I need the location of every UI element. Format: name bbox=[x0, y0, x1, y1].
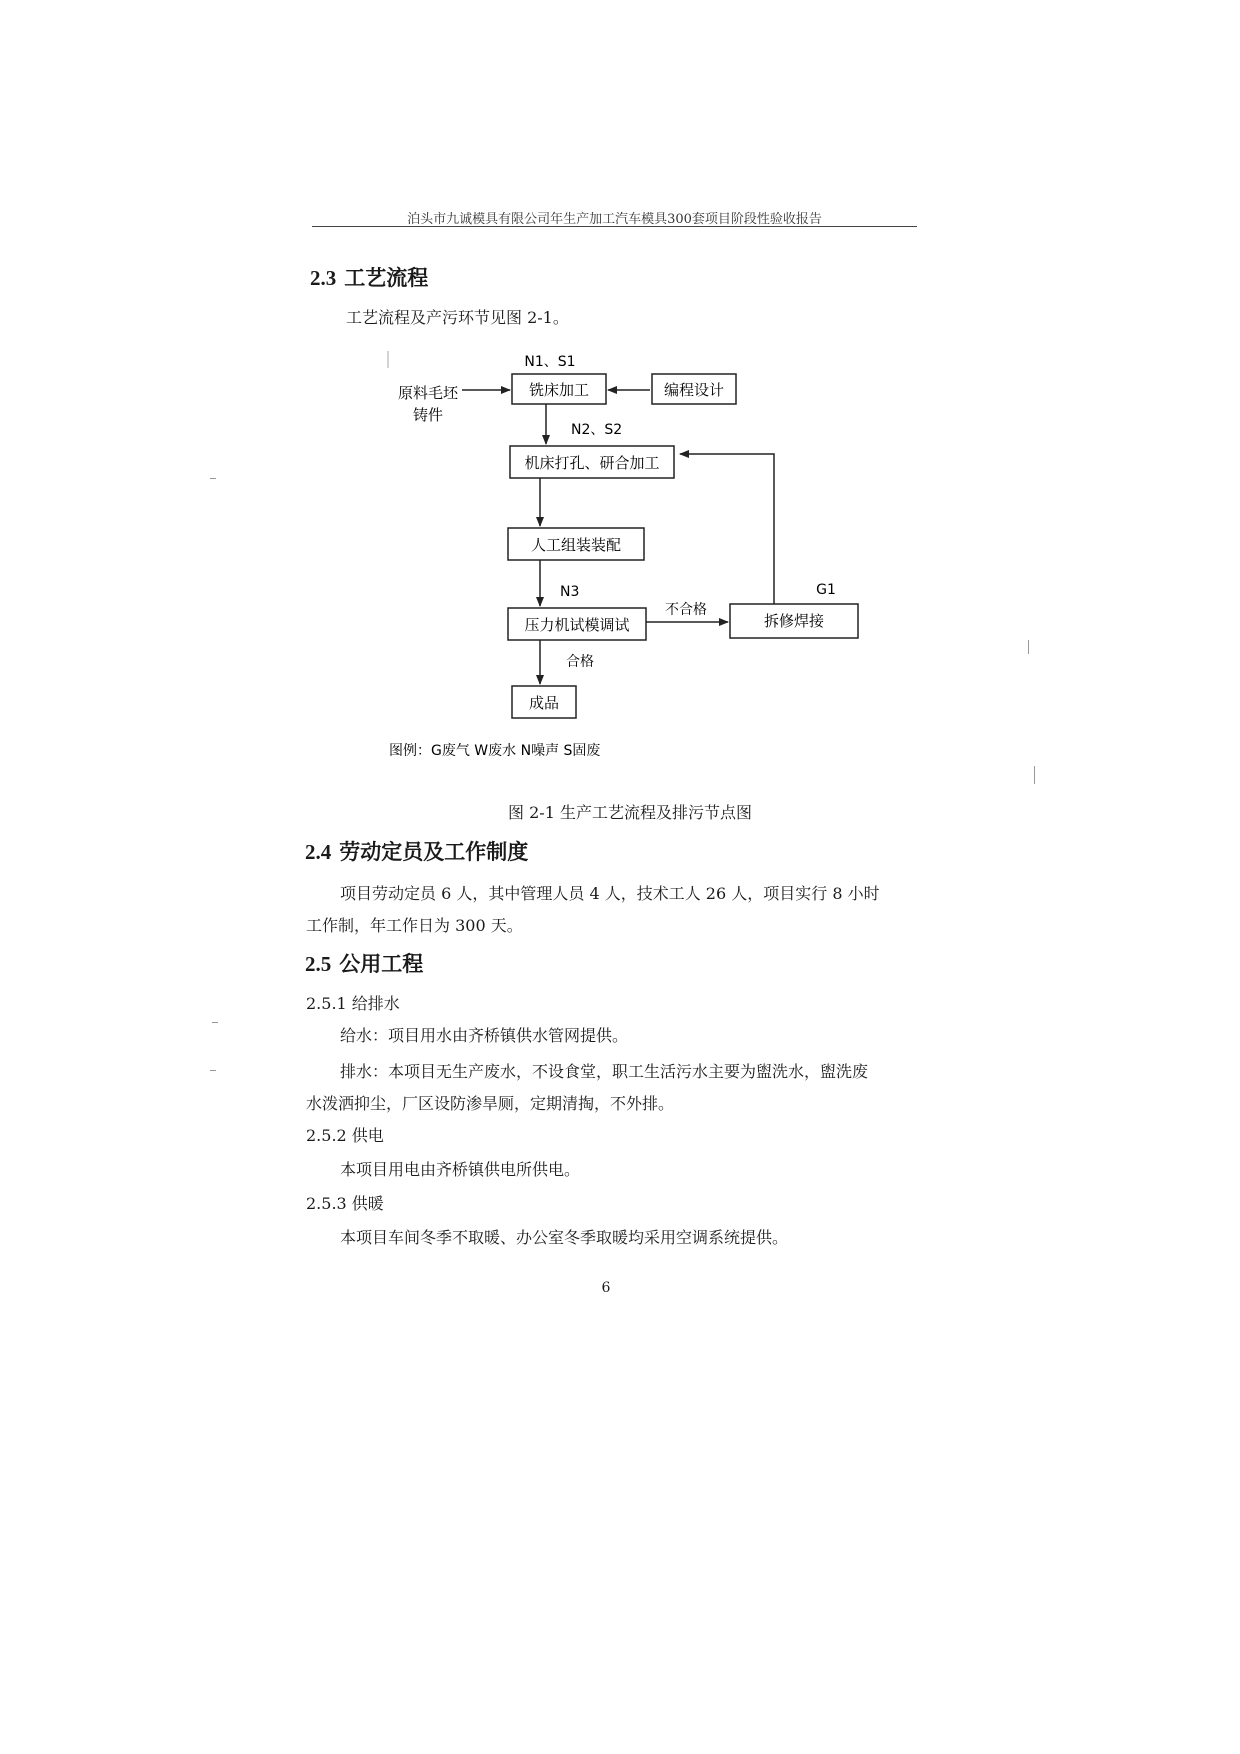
scan-mark bbox=[1028, 640, 1029, 654]
step2-label: 机床打孔、研合加工 bbox=[524, 454, 660, 472]
section-title: 工艺流程 bbox=[344, 265, 429, 290]
legend: 图例：G废气 W废水 N噪声 S固废 bbox=[389, 743, 601, 759]
step2-tag: N2、S2 bbox=[571, 422, 623, 438]
section-2-4-heading bbox=[305, 836, 528, 866]
input-label-1: 原料毛坯 bbox=[397, 384, 459, 402]
section-title: 公用工程 bbox=[339, 951, 424, 976]
step4-tag: N3 bbox=[560, 584, 580, 600]
scan-mark bbox=[210, 1070, 216, 1071]
drainage-para-line1: 排水：本项目无生产废水，不设食堂，职工生活污水主要为盥洗水，盥洗废 bbox=[340, 1062, 869, 1081]
subsection-2-5-2-title: 2.5.2 供电 bbox=[306, 1126, 384, 1145]
repair-label: 拆修焊接 bbox=[763, 612, 825, 630]
page-number: 6 bbox=[601, 1280, 611, 1296]
section-number: 2.3 bbox=[310, 266, 337, 290]
figure-caption: 图 2-1 生产工艺流程及排污节点图 bbox=[508, 803, 752, 822]
step3-label: 人工组装装配 bbox=[530, 536, 622, 554]
step1-tag: N1、S1 bbox=[524, 354, 576, 370]
fail-label: 不合格 bbox=[665, 602, 707, 618]
section-2-4-para-line1: 项目劳动定员 6 人，其中管理人员 4 人，技术工人 26 人，项目实行 8 小时 bbox=[340, 884, 880, 903]
water-supply-para: 给水：项目用水由齐桥镇供水管网提供。 bbox=[340, 1026, 629, 1045]
repair-tag: G1 bbox=[816, 582, 836, 598]
section-number: 2.5 bbox=[305, 952, 332, 976]
scan-mark bbox=[1034, 766, 1035, 784]
product-label: 成品 bbox=[528, 694, 560, 712]
section-2-3-intro: 工艺流程及产污环节见图 2-1。 bbox=[346, 308, 569, 327]
section-title: 劳动定员及工作制度 bbox=[339, 839, 529, 864]
step4-label: 压力机试模调试 bbox=[524, 616, 630, 634]
section-2-4-para-line2: 工作制，年工作日为 300 天。 bbox=[306, 916, 523, 935]
design-label: 编程设计 bbox=[663, 381, 725, 399]
section-2-5-heading bbox=[305, 948, 423, 978]
scan-mark bbox=[210, 478, 216, 479]
step1-label: 铣床加工 bbox=[528, 381, 590, 399]
report-header: 泊头市九诚模具有限公司年生产加工汽车模具300套项目阶段性验收报告 bbox=[407, 212, 822, 227]
drainage-para-line2: 水泼洒抑尘，厂区设防渗旱厕，定期清掏，不外排。 bbox=[306, 1094, 675, 1113]
heating-para: 本项目车间冬季不取暖、办公室冬季取暖均采用空调系统提供。 bbox=[340, 1228, 789, 1247]
power-supply-para: 本项目用电由齐桥镇供电所供电。 bbox=[340, 1160, 581, 1179]
subsection-2-5-1-title: 2.5.1 给排水 bbox=[306, 994, 400, 1013]
process-flowchart bbox=[0, 0, 1240, 800]
pass-label: 合格 bbox=[566, 654, 594, 670]
section-number: 2.4 bbox=[305, 840, 332, 864]
scan-mark bbox=[212, 1022, 218, 1023]
subsection-2-5-3-title: 2.5.3 供暖 bbox=[306, 1194, 384, 1213]
arrow-repair-loop bbox=[680, 454, 774, 604]
input-label-2: 铸件 bbox=[412, 406, 444, 424]
